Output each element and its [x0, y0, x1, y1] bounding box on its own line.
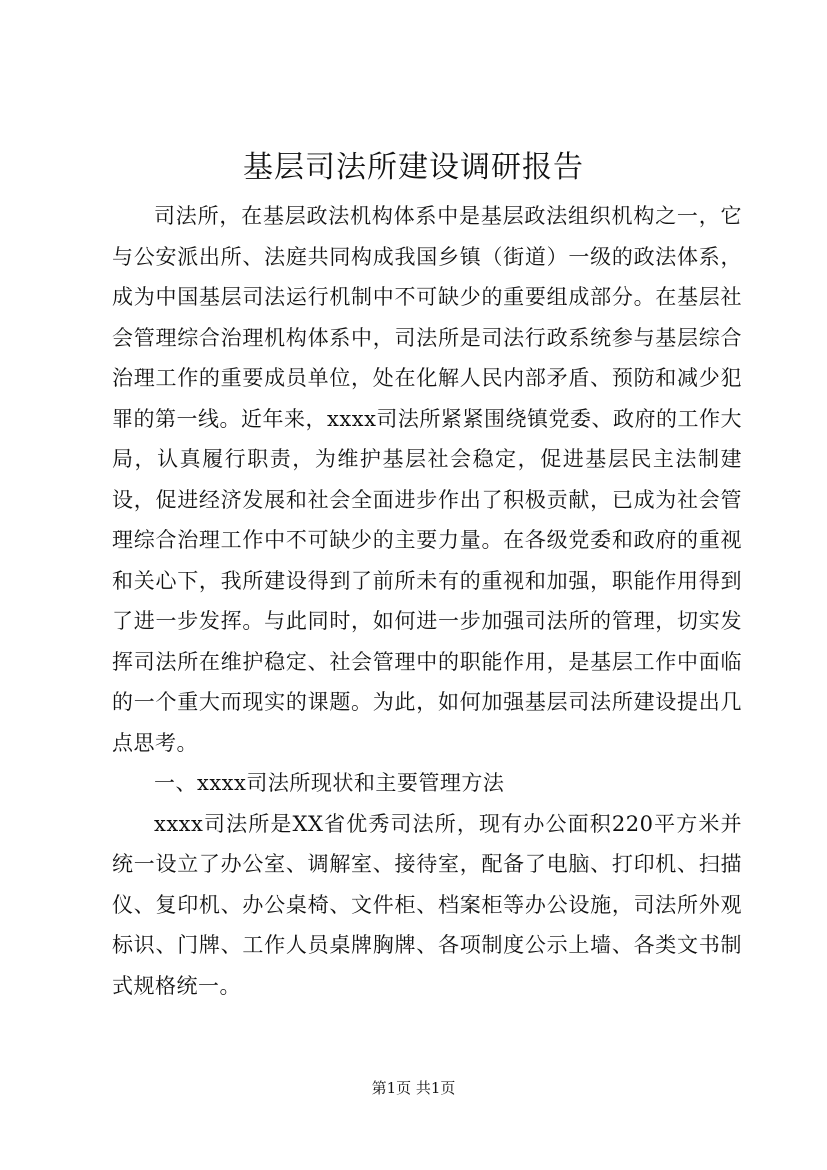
status-paragraph: xxxx司法所是XX省优秀司法所，现有办公面积220平方米并统一设立了办公室、调解室、接待室，配备了电脑、打印机、扫描仪、复印机、办公桌椅、文件柜、档案柜等办公设施，司法所外观标识、门牌、工作人员桌牌胸牌、各项制度公示上墙、各类文书制式规格统一。: [112, 811, 742, 998]
document-body: [112, 196, 742, 1006]
document-title: 基层司法所建设调研报告: [243, 150, 584, 185]
page-footer: 第1页 共1页: [371, 1079, 456, 1097]
section-heading: 一、xxxx司法所现状和主要管理方法: [154, 771, 505, 795]
intro-paragraph: 司法所，在基层政法机构体系中是基层政法组织机构之一，它与公安派出所、法庭共同构成我国乡镇（街道）一级的政法体系，成为中国基层司法运行机制中不可缺少的重要组成部分。在基层社会管理综合治理机构体系中，司法所是司法行政系统参与基层综合治理工作的重要成员单位，处在化解人民内部矛盾、预防和减少犯罪的第一线。近年来，xxxx司法所紧紧围绕镇党委、政府的工作大局，认真履行职责，为维护基层社会稳定，促进基层民主法制建设，促进经济发展和社会全面进步作出了积极贡献，已成为社会管理综合治理工作中不可缺少的主要力量。在各级党委和政府的重视和关心下，我所建设得到了前所未有的重视和加强，职能作用得到了进一步发挥。与此同时，如何进一步加强司法所的管理，切实发挥司法所在维护稳定、社会管理中的职能作用，是基层工作中面临的一个重大而现实的课题。为此，如何加强基层司法所建设提出几点思考。: [112, 204, 742, 755]
